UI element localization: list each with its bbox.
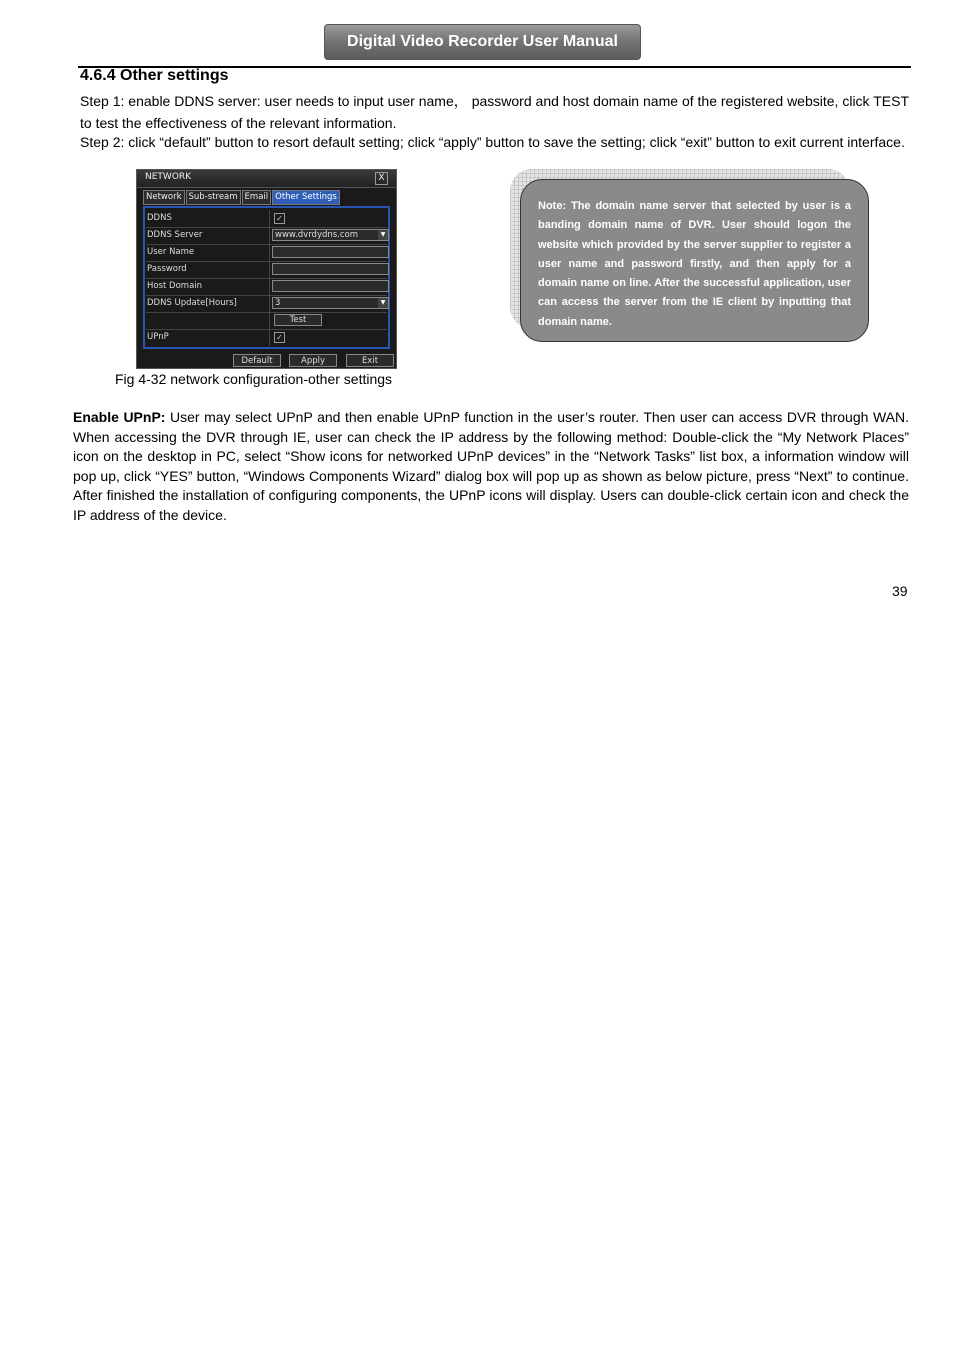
dialog-tabs <box>143 190 341 204</box>
exit-button[interactable]: Exit <box>346 354 394 367</box>
dialog-title-bar <box>137 170 396 188</box>
chevron-down-icon: ▼ <box>378 230 388 240</box>
step-1-paragraph: Step 1: enable DDNS server: user needs to input user name， password and host domain name of the registered website, click TEST to test the effectiveness of the relevant information. <box>80 93 909 131</box>
upnp-body: User may select UPnP and then enable UPnP function in the user’s router. Then user can access DVR through WAN. When accessing the DVR through IE, user can check the IP address by the following method: Double-click the “My Network Places” icon on the desktop in PC, select “Show icons for networked UPnP devices” in the “Network Tasks” list box, a information window will pop up, click “YES” button, “Windows Components Wizard” dialog box will pop up as shown as below picture, press “Next” to continue. After finished the installation of configuring components, the UPnP icons will display. Users can double-click certain icon and check the IP address of the device. <box>73 409 909 523</box>
upnp-heading: Enable UPnP: <box>73 409 166 425</box>
network-dialog <box>136 169 397 369</box>
default-button[interactable]: Default <box>233 354 281 367</box>
row-host-domain <box>146 278 387 296</box>
row-ddns <box>146 210 387 228</box>
note-box <box>520 179 869 342</box>
row-user-name <box>146 244 387 262</box>
tab-network[interactable]: Network <box>143 190 185 205</box>
row-ddns-update <box>146 295 387 313</box>
upnp-checkbox[interactable]: ✓ <box>274 332 285 343</box>
host-domain-input[interactable] <box>272 280 389 292</box>
row-upnp <box>146 329 387 346</box>
tab-other-settings[interactable]: Other Settings <box>272 190 340 205</box>
close-icon[interactable]: X <box>375 172 388 185</box>
settings-panel <box>143 206 390 349</box>
chevron-down-icon: ▼ <box>378 298 388 308</box>
test-button[interactable]: Test <box>274 314 322 326</box>
dialog-title: NETWORK <box>145 172 192 182</box>
ddns-server-label: DDNS Server <box>147 230 203 240</box>
section-title: 4.6.4 Other settings <box>80 67 229 84</box>
ddns-server-select[interactable]: www.dvrdydns.com ▼ <box>272 229 389 241</box>
user-name-input[interactable] <box>272 246 389 258</box>
ddns-checkbox[interactable]: ✓ <box>274 213 285 224</box>
ddns-label: DDNS <box>147 213 172 223</box>
ddns-update-label: DDNS Update[Hours] <box>147 298 237 308</box>
note-text: Note: The domain name server that selected by user is a banding domain name of DVR. User should logon the website which provided by the server supplier to register a user name and password firstly, and then apply for a domain name on line. After the successful application, user can access the server from the IE client by inputting that domain name. <box>538 200 851 328</box>
upnp-paragraph <box>73 408 909 525</box>
manual-title-badge: Digital Video Recorder User Manual <box>324 24 641 60</box>
tab-email[interactable]: Email <box>242 190 272 205</box>
row-test <box>146 312 387 330</box>
upnp-label: UPnP <box>147 332 169 342</box>
row-password <box>146 261 387 279</box>
host-domain-label: Host Domain <box>147 281 203 291</box>
ddns-update-select[interactable]: 3 ▼ <box>272 297 389 309</box>
step-2-paragraph: Step 2: click “default” button to resort default setting; click “apply” button to save the setting; click “exit” button to exit current interface. <box>80 134 905 150</box>
password-label: Password <box>147 264 187 274</box>
figure-caption: Fig 4-32 network configuration-other settings <box>115 371 393 387</box>
row-ddns-server <box>146 227 387 245</box>
user-name-label: User Name <box>147 247 195 257</box>
password-input[interactable] <box>272 263 389 275</box>
page-number: 39 <box>892 583 908 599</box>
apply-button[interactable]: Apply <box>289 354 337 367</box>
tab-sub-stream[interactable]: Sub-stream <box>186 190 241 205</box>
